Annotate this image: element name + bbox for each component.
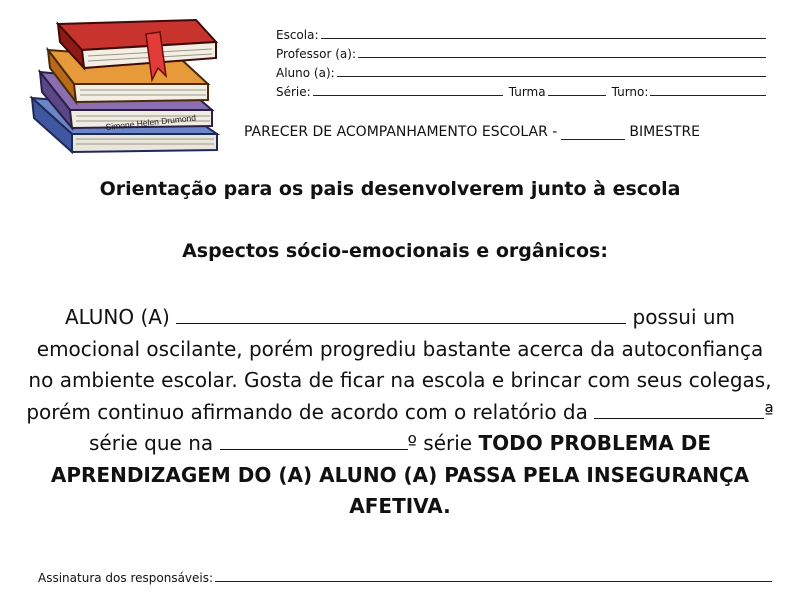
red-book-icon	[58, 20, 216, 68]
report-title-prefix: PARECER DE ACOMPANHAMENTO ESCOLAR -	[244, 124, 558, 140]
aluno-line[interactable]	[337, 64, 766, 77]
turma-line[interactable]	[548, 83, 606, 96]
escola-field-row	[276, 26, 766, 45]
escola-label: Escola:	[276, 28, 319, 42]
aluno-label: Aluno (a):	[276, 66, 335, 80]
professor-line[interactable]	[358, 45, 766, 58]
books-stack-illustration	[12, 6, 232, 156]
turno-label: Turno:	[611, 85, 649, 99]
aspects-heading: Aspectos sócio-emocionais e orgânicos:	[182, 240, 608, 262]
turno-line[interactable]	[650, 83, 766, 96]
report-body-paragraph	[22, 302, 778, 523]
signature-label: Assinatura dos responsáveis:	[38, 571, 214, 585]
turma-label: Turma	[508, 85, 546, 99]
professor-field-row	[276, 45, 766, 64]
bimestre-blank[interactable]	[561, 125, 625, 140]
student-name-blank[interactable]	[176, 303, 626, 324]
signature-row	[38, 569, 772, 585]
body-part-3: º série	[407, 431, 473, 455]
book-signature-text: Simone Helen Drumond	[105, 112, 197, 132]
body-part-2: ª série que na	[89, 399, 774, 455]
escola-line[interactable]	[321, 26, 766, 39]
aluno-field-row	[276, 64, 766, 83]
previous-grade-blank[interactable]	[594, 398, 764, 419]
signature-line[interactable]	[215, 569, 772, 582]
report-title	[244, 124, 784, 140]
body-emphasis: TODO PROBLEMA DE APRENDIZAGEM DO (A) ALUNO (A) PASSA PELA INSEGURANÇA AFETIVA.	[50, 431, 750, 518]
aluno-prefix: ALUNO (A)	[64, 305, 170, 329]
current-grade-blank[interactable]	[220, 429, 408, 450]
header-fields	[276, 26, 766, 102]
orientation-heading: Orientação para os pais desenvolverem junto à escola	[99, 178, 681, 200]
body-part-1: possui um emocional oscilante, porém progrediu bastante acerca da autoconfiança no ambiente escolar. Gosta de ficar na escola e brincar com seus colegas, porém continuo afirmando de acordo com o relatório da	[26, 305, 772, 424]
professor-label: Professor (a):	[276, 47, 356, 61]
serie-line[interactable]	[313, 83, 503, 96]
report-title-suffix: BIMESTRE	[629, 124, 701, 140]
serie-field-row	[276, 83, 766, 102]
serie-label: Série:	[276, 85, 311, 99]
